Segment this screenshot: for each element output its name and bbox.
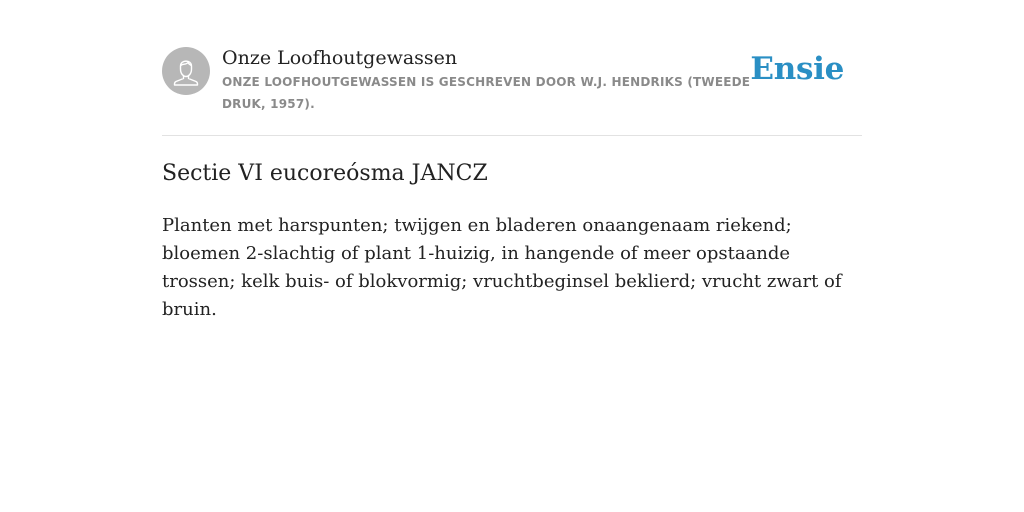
source-header [162, 44, 862, 136]
article-body: Planten met harspunten; twijgen en bladeren onaangenaam riekend; bloemen 2-slachtig of plant 1-huizig, in hangende of meer opstaande trossen; kelk buis- of blokvormig; vruchtbeginsel beklierd; vrucht zwart of bruin. [162, 215, 842, 320]
user-outline-icon [162, 47, 210, 95]
source-title[interactable]: Onze Loofhoutgewassen [222, 47, 458, 69]
article-heading: Sectie VI eucoreósma JANCZ [162, 161, 488, 186]
source-subtitle: ONZE LOOFHOUTGEWASSEN IS GESCHREVEN DOOR W.J. HENDRIKS (TWEEDE DRUK, 1957). [222, 75, 751, 111]
ensie-logo-link[interactable]: Ensie [750, 51, 844, 87]
avatar [162, 47, 210, 95]
